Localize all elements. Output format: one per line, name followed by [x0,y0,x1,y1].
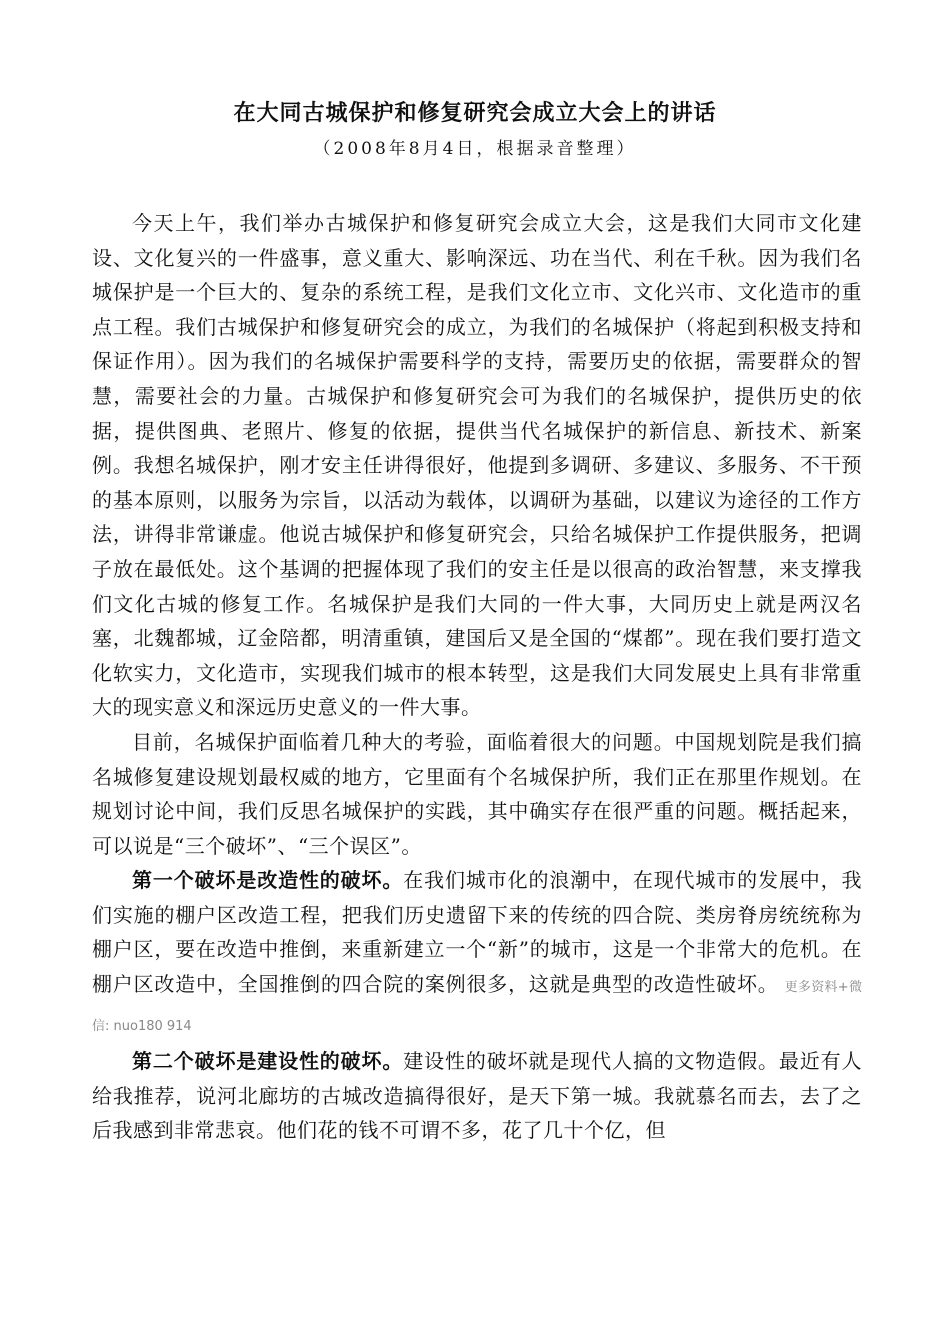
document-body [92,206,862,1148]
paragraph-3 [92,863,862,1044]
document-title: 在大同古城保护和修复研究会成立大会上的讲话 [233,100,717,126]
paragraph-text: 目前，名城保护面临着几种大的考验，面临着很大的问题。中国规划院是我们搞名城修复建设规划最权威的地方，它里面有个名城保护所，我们正在那里作规划。在规划讨论中间，我们反思名城保护的实践，其中确实存在很严重的问题。概括起来，可以说是“三个破坏”、“三个误区”。 [92,729,862,858]
paragraph-lead: 第一个破坏是改造性的破坏。 [132,868,404,893]
paragraph-1 [92,206,862,725]
paragraph-2 [92,725,862,863]
paragraph-text: 建设性的破坏就是现代人搞的文物造假。最近有人给我推荐，说河北廊坊的古城改造搞得很好，是天下第一城。我就慕名而去，去了之后我感到非常悲哀。他们花的钱不可谓不多，花了几十个亿，但 [92,1049,863,1143]
paragraph-text: 今天上午，我们举办古城保护和修复研究会成立大会，这是我们大同市文化建设、文化复兴的一件盛事，意义重大、影响深远、功在当代、利在千秋。因为我们名城保护是一个巨大的、复杂的系统工程，是我们文化立市、文化兴市、文化造市的重点工程。我们古城保护和修复研究会的成立，为我们的名城保护（将起到积极支持和保证作用）。因为我们的名城保护需要科学的支持，需要历史的依据，需要群众的智慧，需要社会的力量。古城保护和修复研究会可为我们的名城保护，提供历史的依据，提供图典、老照片、修复的依据，提供当代名城保护的新信息、新技术、新案例。我想名城保护，刚才安主任讲得很好，他提到多调研、多建议、多服务、不干预的基本原则，以服务为宗旨，以活动为载体，以调研为基础，以建议为途径的工作方法，讲得非常谦虚。他说古城保护和修复研究会，只给名城保护工作提供服务，把调子放在最低处。这个基调的把握体现了我们的安主任是以很高的政治智慧，来支撑我们文化古城的修复工作。名城保护是我们大同的一件大事，大同历史上就是两汉名塞，北魏都城，辽金陪都，明清重镇，建国后又是全国的“煤都”。现在我们要打造文化软实力，文化造市，实现我们城市的根本转型，这是我们大同发展史上具有非常重大的现实意义和深远历史意义的一件大事。 [92,211,862,720]
contact-note: 更多资料+微信: nuo180 914 [92,980,862,1034]
paragraph-text: 在我们城市化的浪潮中，在现代城市的发展中，我们实施的棚户区改造工程，把我们历史遗留下来的传统的四合院、类房脊房统统称为棚户区，要在改造中推倒，来重新建立一个“新”的城市，这是一个非常大的危机。在棚户区改造中，全国推倒的四合院的案例很多，这就是典型的改造性破坏。 [92,868,863,997]
document-subtitle: （2008年8月4日，根据录音整理） [313,139,637,159]
paragraph-lead: 第二个破坏是建设性的破坏。 [132,1049,404,1074]
paragraph-4 [92,1044,862,1148]
